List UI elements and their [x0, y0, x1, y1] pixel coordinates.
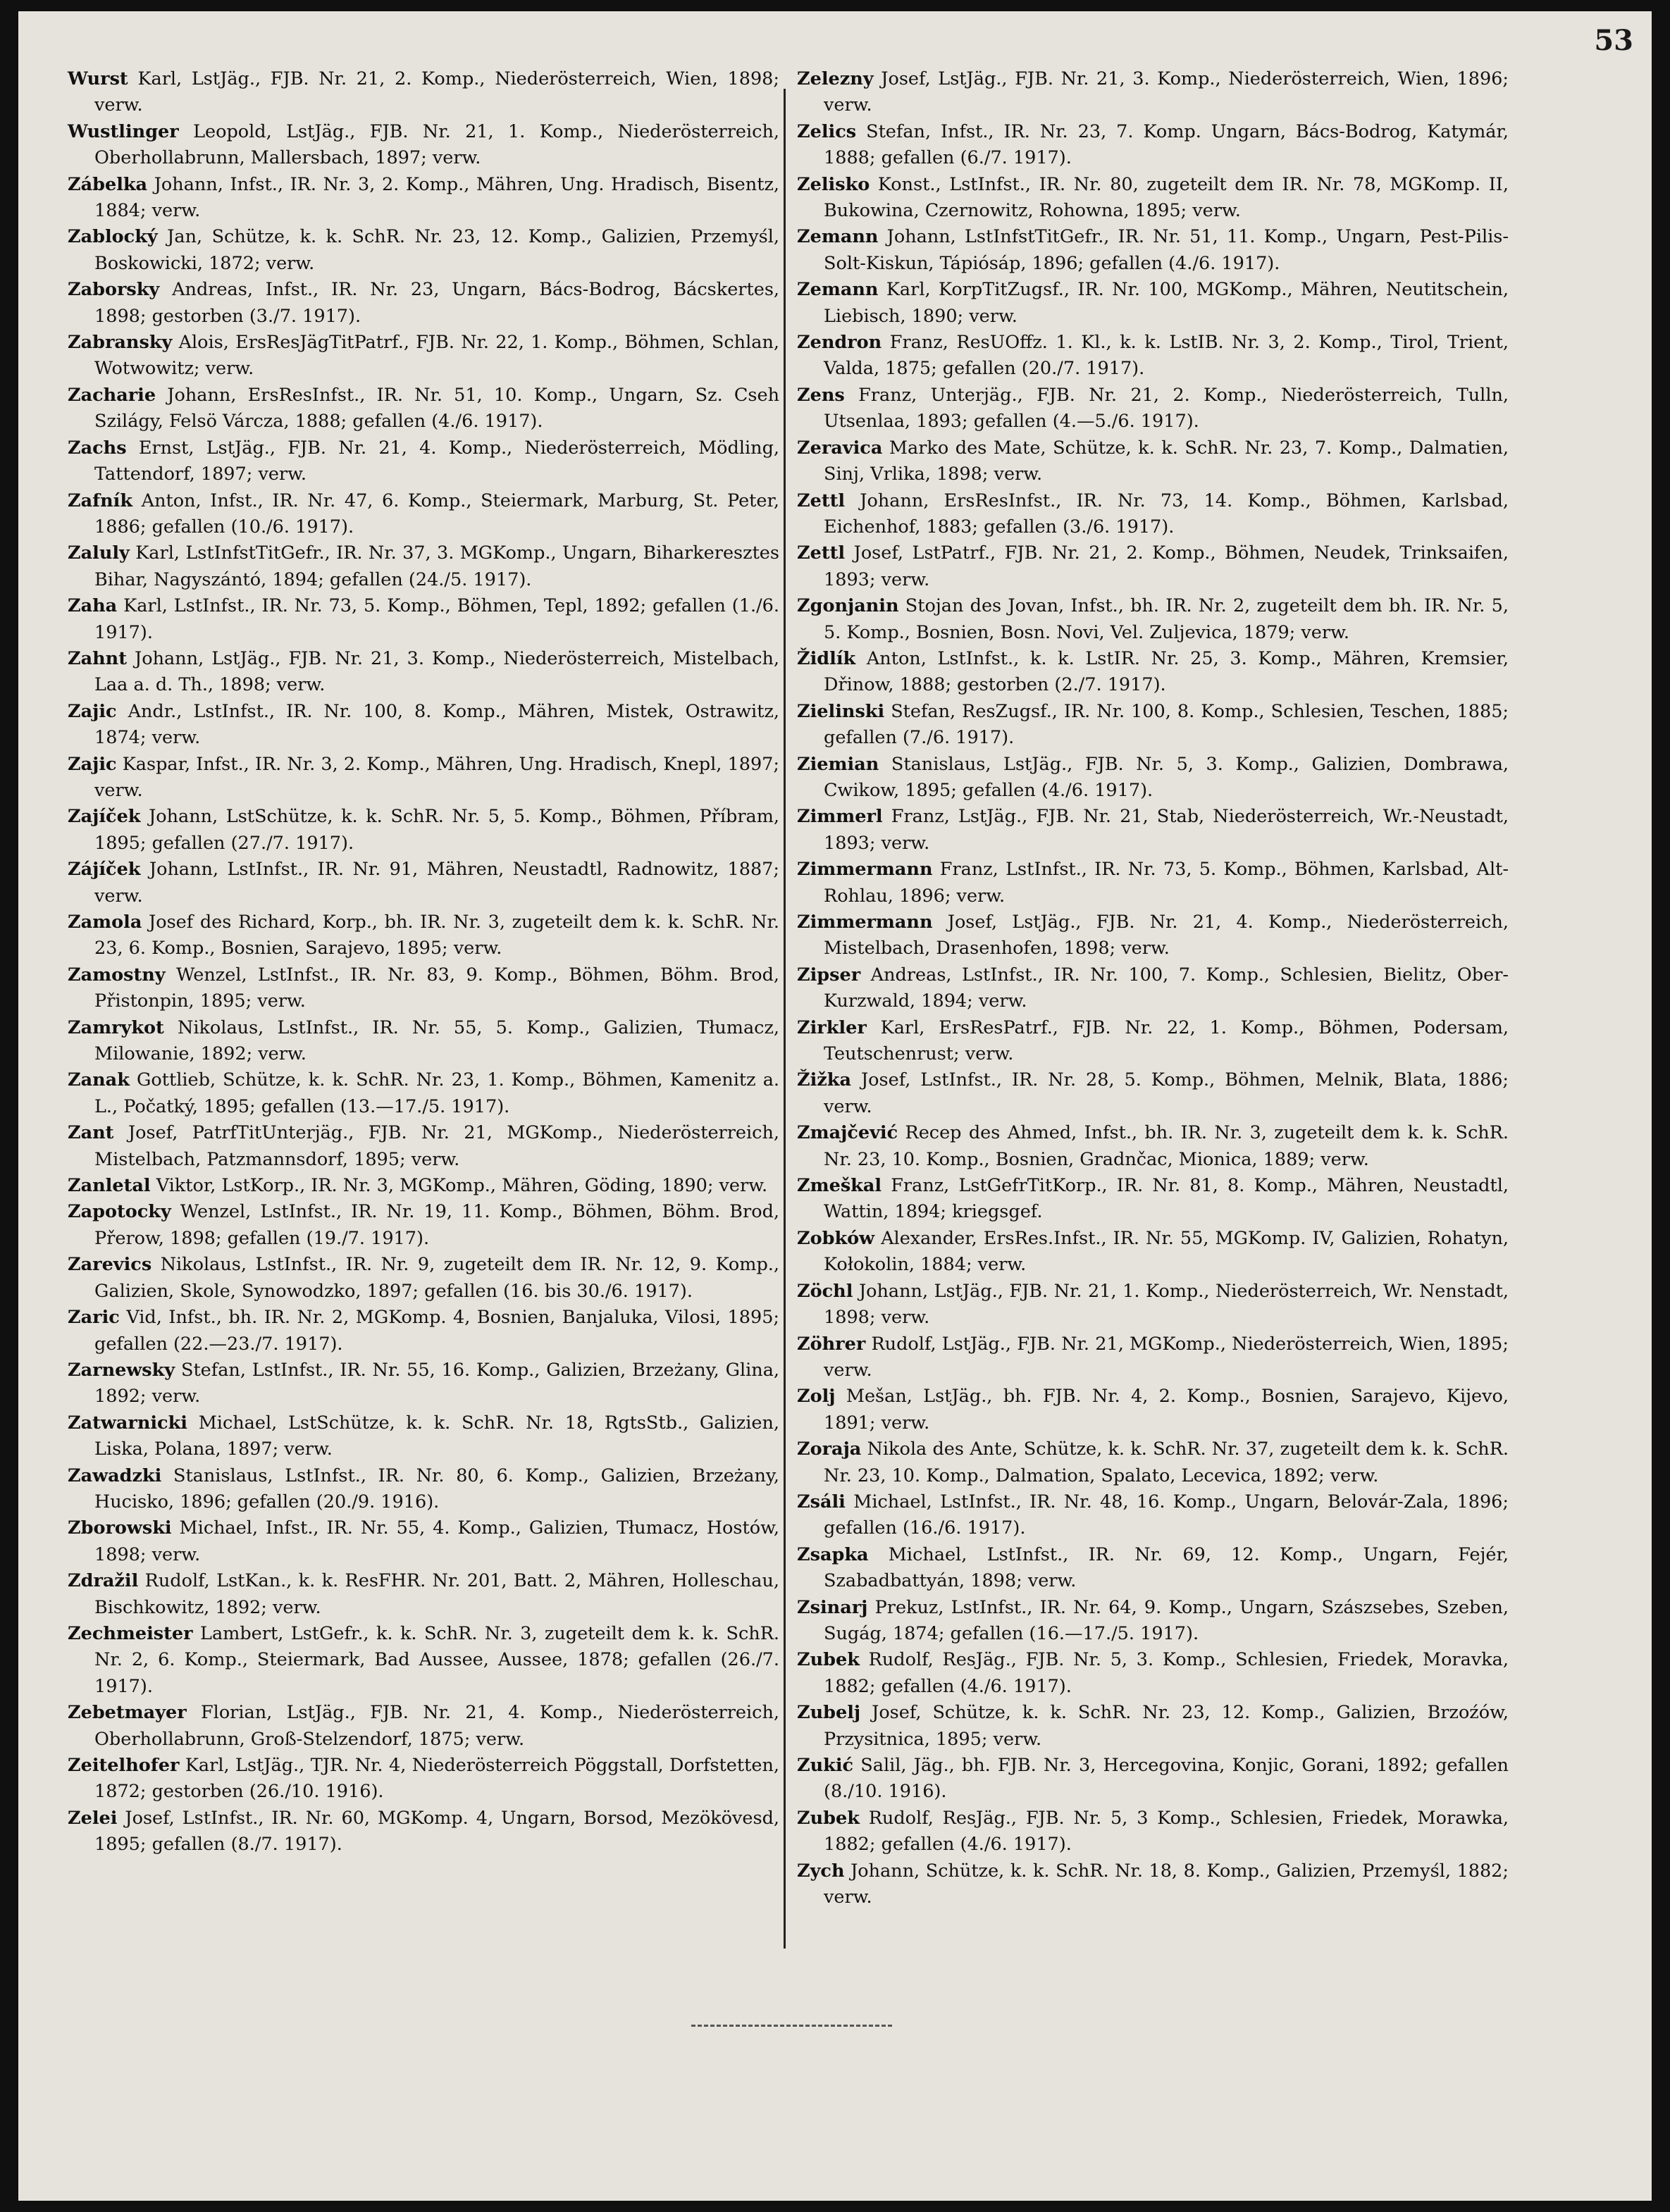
entry-details: Prekuz, LstInfst., IR. Nr. 64, 9. Komp., Ungarn, Szászsebes, Szeben, Sugág, 1874; gefallen (16.—17./5. 1917). — [824, 1596, 1509, 1644]
entry-surname: Zebetmayer — [68, 1702, 187, 1724]
entry-details: Johann, LstInfstTitGefr., IR. Nr. 51, 11. Komp., Ungarn, Pest-Pilis-Solt-Kiskun, Tápiósáp, 1896; gefallen (4./6. 1917). — [824, 226, 1509, 274]
entry-details: Josef, LstJäg., FJB. Nr. 21, 4. Komp., Niederösterreich, Mistelbach, Drasenhofen, 1898; verw. — [824, 912, 1509, 959]
list-entry — [797, 488, 1509, 541]
entry-details: Anton, LstInfst., k. k. LstIR. Nr. 25, 3. Komp., Mähren, Kremsier, Dřinow, 1888; gestorben (2./7. 1917). — [824, 647, 1509, 696]
entry-surname: Zimmerl — [797, 806, 883, 828]
entry-surname: Zábelka — [68, 173, 148, 195]
list-entry — [797, 1647, 1509, 1700]
list-entry — [797, 172, 1509, 225]
entry-surname: Zaha — [68, 595, 118, 617]
entry-details: Karl, ErsResPatrf., FJB. Nr. 22, 1. Komp., Böhmen, Podersam, Teutschenrust; verw. — [824, 1017, 1509, 1065]
list-entry — [797, 383, 1509, 435]
column-divider — [784, 89, 786, 1949]
entry-surname: Zelei — [68, 1807, 118, 1829]
list-entry — [797, 909, 1509, 962]
entry-details: Ernst, LstJäg., FJB. Nr. 21, 4. Komp., Niederösterreich, Mödling, Tattendorf, 1897; verw. — [94, 437, 779, 485]
list-entry — [68, 1463, 779, 1516]
entry-details: Rudolf, LstJäg., FJB. Nr. 21, MGKomp., Niederösterreich, Wien, 1895; verw. — [824, 1333, 1509, 1381]
entry-details: Johann, ErsResInfst., IR. Nr. 73, 14. Komp., Böhmen, Karlsbad, Eichenhof, 1883; gefallen (3./6. 1917). — [824, 490, 1509, 538]
entry-surname: Zajic — [68, 753, 117, 775]
entry-surname: Žižka — [797, 1069, 851, 1091]
entry-details: Gottlieb, Schütze, k. k. SchR. Nr. 23, 1. Komp., Böhmen, Kamenitz a. L., Počatký, 1895; gefallen (13.—17./5. 1917). — [94, 1069, 779, 1117]
entry-surname: Zanak — [68, 1069, 130, 1091]
page-number: 53 — [1594, 24, 1633, 57]
entry-surname: Zant — [68, 1122, 114, 1144]
entry-details: Johann, ErsResInfst., IR. Nr. 51, 10. Komp., Ungarn, Sz. Cseh Szilágy, Felsö Várcza, 1888; gefallen (4./6. 1917). — [94, 384, 779, 433]
list-entry — [797, 1331, 1509, 1384]
list-entry — [68, 435, 779, 488]
entry-surname: Zacharie — [68, 384, 156, 406]
list-entry — [797, 66, 1509, 119]
list-entry — [797, 646, 1509, 699]
entry-details: Stanislaus, LstInfst., IR. Nr. 80, 6. Komp., Galizien, Brzeżany, Hucisko, 1896; gefallen (20./9. 1916). — [94, 1465, 779, 1512]
entry-details: Karl, KorpTitZugsf., IR. Nr. 100, MGKomp., Mähren, Neutitschein, Liebisch, 1890; verw. — [824, 279, 1509, 327]
entry-surname: Zatwarnicki — [68, 1412, 187, 1434]
entry-details: Nikolaus, LstInfst., IR. Nr. 55, 5. Komp., Galizien, Tłumacz, Milowanie, 1892; verw. — [94, 1017, 779, 1065]
entry-details: Lambert, LstGefr., k. k. SchR. Nr. 3, zugeteilt dem k. k. SchR. Nr. 2, 6. Komp., Steiermark, Bad Aussee, Aussee, 1878; gefallen (26./7. 1917). — [94, 1622, 780, 1697]
entry-surname: Zablocký — [68, 226, 158, 248]
entry-details: Nikolaus, LstInfst., IR. Nr. 9, zugeteilt dem IR. Nr. 12, 9. Komp., Galizien, Skole, Synowodzko, 1897; gefallen (16. bis 30./6. 1917). — [94, 1254, 780, 1302]
right-column — [797, 66, 1509, 1910]
entry-surname: Zettl — [797, 490, 846, 511]
entry-details: Salil, Jäg., bh. FJB. Nr. 3, Hercegovina, Konjic, Gorani, 1892; gefallen (8./10. 1916). — [824, 1755, 1509, 1803]
entry-details: Marko des Mate, Schütze, k. k. SchR. Nr. 23, 7. Komp., Dalmatien, Sinj, Vrlika, 1898; verw. — [824, 437, 1509, 485]
list-entry — [68, 593, 779, 646]
list-entry — [68, 1700, 779, 1753]
list-entry — [68, 1015, 779, 1068]
list-entry — [68, 1173, 779, 1199]
entry-surname: Zukić — [797, 1755, 854, 1776]
list-entry — [797, 1489, 1509, 1542]
entry-details: Wenzel, LstInfst., IR. Nr. 83, 9. Komp., Böhmen, Böhm. Brod, Přistonpin, 1895; verw. — [94, 964, 779, 1012]
list-entry — [797, 699, 1509, 752]
entry-surname: Zelics — [797, 120, 857, 142]
list-entry — [797, 857, 1509, 909]
list-entry — [797, 804, 1509, 857]
entry-details: Josef, LstInfst., IR. Nr. 28, 5. Komp., Böhmen, Melnik, Blata, 1886; verw. — [824, 1069, 1509, 1117]
list-entry — [797, 1279, 1509, 1331]
entry-surname: Zubek — [797, 1807, 860, 1829]
entry-surname: Zelisko — [797, 173, 870, 195]
list-entry — [68, 1252, 779, 1305]
entry-surname: Ziemian — [797, 753, 879, 775]
entry-surname: Zaborsky — [68, 279, 160, 301]
entry-details: Vid, Infst., bh. IR. Nr. 2, MGKomp. 4, Bosnien, Banjaluka, Vilosi, 1895; gefallen (22.—23./7. 1917). — [94, 1307, 780, 1355]
list-entry — [68, 1753, 779, 1806]
entry-details: Alois, ErsResJägTitPatrf., FJB. Nr. 22, 1. Komp., Böhmen, Schlan, Wotwowitz; verw. — [94, 332, 779, 380]
list-entry — [68, 1515, 779, 1568]
entry-surname: Židlík — [797, 647, 856, 669]
entry-surname: Zafník — [68, 490, 133, 511]
entry-details: Michael, LstSchütze, k. k. SchR. Nr. 18, RgtsStb., Galizien, Liska, Polana, 1897; verw. — [94, 1412, 779, 1460]
entry-surname: Zimmermann — [797, 859, 933, 881]
entry-details: Josef des Richard, Korp., bh. IR. Nr. 3, zugeteilt dem k. k. SchR. Nr. 23, 6. Komp., Bosnien, Sarajevo, 1895; verw. — [94, 912, 779, 959]
entry-details: Josef, PatrfTitUnterjäg., FJB. Nr. 21, MGKomp., Niederösterreich, Mistelbach, Patzmannsdorf, 1895; verw. — [94, 1122, 779, 1170]
entry-details: Franz, LstGefrTitKorp., IR. Nr. 81, 8. Komp., Mähren, Neustadtl, Wattin, 1894; kriegsgef. — [824, 1175, 1509, 1223]
entry-surname: Zaric — [68, 1307, 120, 1329]
entry-surname: Zirkler — [797, 1017, 867, 1038]
entry-surname: Zsáli — [797, 1491, 846, 1512]
entry-surname: Zeitelhofer — [68, 1755, 180, 1776]
entry-surname: Zgonjanin — [797, 595, 899, 617]
entry-details: Josef, Schütze, k. k. SchR. Nr. 23, 12. Komp., Galizien, Brzoźów, Przysitnica, 1895; verw. — [824, 1702, 1509, 1750]
entry-details: Nikola des Ante, Schütze, k. k. SchR. Nr. 37, zugeteilt dem k. k. SchR. Nr. 23, 10. Komp., Dalmation, Spalato, Lecevica, 1892; verw. — [824, 1439, 1509, 1486]
entry-details: Karl, LstInfstTitGefr., IR. Nr. 37, 3. MGKomp., Ungarn, Biharkeresztes Bihar, Nagyszántó, 1894; gefallen (24./5. 1917). — [94, 542, 779, 590]
entry-details: Andr., LstInfst., IR. Nr. 100, 8. Komp., Mähren, Mistek, Ostrawitz, 1874; verw. — [94, 700, 779, 749]
entry-details: Johann, LstInfst., IR. Nr. 91, Mähren, Neustadtl, Radnowitz, 1887; verw. — [94, 859, 779, 907]
entry-surname: Zarnewsky — [68, 1359, 175, 1381]
list-entry — [68, 119, 779, 172]
list-entry — [68, 277, 779, 330]
entry-surname: Zájíček — [68, 859, 141, 881]
list-entry — [68, 646, 779, 699]
entry-surname: Zubek — [797, 1649, 860, 1671]
list-entry — [797, 1858, 1509, 1911]
list-entry — [797, 1806, 1509, 1858]
list-entry — [797, 962, 1509, 1015]
footer-rule — [691, 2025, 892, 2029]
list-entry — [68, 909, 779, 962]
entry-surname: Zanletal — [68, 1175, 151, 1197]
entry-details: Jan, Schütze, k. k. SchR. Nr. 23, 12. Komp., Galizien, Przemyśl, Boskowicki, 1872; verw. — [94, 226, 780, 274]
entry-surname: Zajic — [68, 700, 117, 722]
entry-details: Josef, LstJäg., FJB. Nr. 21, 3. Komp., Niederösterreich, Wien, 1896; verw. — [824, 68, 1509, 116]
entry-surname: Zens — [797, 384, 845, 406]
list-entry — [797, 1753, 1509, 1806]
list-entry — [797, 435, 1509, 488]
list-entry — [68, 1806, 779, 1858]
list-entry — [797, 752, 1509, 804]
list-entry — [797, 593, 1509, 646]
entry-details: Kaspar, Infst., IR. Nr. 3, 2. Komp., Mähren, Ung. Hradisch, Knepl, 1897; verw. — [94, 753, 780, 801]
entry-details: Karl, LstInfst., IR. Nr. 73, 5. Komp., Böhmen, Tepl, 1892; gefallen (1./6. 1917). — [94, 595, 780, 643]
entry-details: Rudolf, LstKan., k. k. ResFHR. Nr. 201, Batt. 2, Mähren, Holleschau, Bischkowitz, 1892; verw. — [94, 1570, 779, 1618]
entry-details: Franz, ResUOffz. 1. Kl., k. k. LstIB. Nr. 3, 2. Komp., Tirol, Trient, Valda, 1875; gefallen (20./7. 1917). — [824, 332, 1509, 380]
entry-details: Mešan, LstJäg., bh. FJB. Nr. 4, 2. Komp., Bosnien, Sarajevo, Kijevo, 1891; verw. — [824, 1386, 1509, 1434]
list-entry — [68, 540, 779, 593]
list-entry — [68, 1199, 779, 1252]
list-entry — [797, 330, 1509, 383]
entry-details: Karl, LstJäg., TJR. Nr. 4, Niederösterreich Pöggstall, Dorfstetten, 1872; gestorben (26./10. 1916). — [94, 1755, 780, 1803]
entry-surname: Zettl — [797, 542, 846, 564]
list-entry — [797, 1067, 1509, 1120]
entry-surname: Zabransky — [68, 332, 173, 354]
entry-details: Stefan, ResZugsf., IR. Nr. 100, 8. Komp., Schlesien, Teschen, 1885; gefallen (7./6. 1917). — [824, 700, 1509, 749]
entry-details: Leopold, LstJäg., FJB. Nr. 21, 1. Komp., Niederösterreich, Oberhollabrunn, Mallersbach, 1897; verw. — [94, 120, 779, 169]
entry-details: Johann, LstSchütze, k. k. SchR. Nr. 5, 5. Komp., Böhmen, Příbram, 1895; gefallen (27./7. 1917). — [94, 806, 779, 854]
list-entry — [797, 1173, 1509, 1226]
entry-details: Viktor, LstKorp., IR. Nr. 3, MGKomp., Mähren, Göding, 1890; verw. — [156, 1175, 768, 1197]
list-entry — [68, 699, 779, 752]
entry-surname: Zsinarj — [797, 1596, 868, 1618]
entry-details: Michael, LstInfst., IR. Nr. 69, 12. Komp., Ungarn, Fejér, Szabadbattyán, 1898; verw. — [824, 1543, 1509, 1592]
entry-surname: Zemann — [797, 226, 879, 248]
document-page — [18, 11, 1652, 2201]
entry-surname: Zielinski — [797, 700, 885, 722]
list-entry — [68, 1357, 779, 1410]
entry-surname: Zamrykot — [68, 1017, 164, 1038]
entry-details: Franz, Unterjäg., FJB. Nr. 21, 2. Komp., Niederösterreich, Tulln, Utsenlaa, 1893; gefallen (4.—5./6. 1917). — [824, 384, 1509, 433]
list-entry — [68, 1120, 779, 1173]
entry-surname: Zawadzki — [68, 1465, 162, 1486]
list-entry — [68, 1621, 779, 1700]
list-entry — [68, 224, 779, 277]
entry-surname: Zipser — [797, 964, 861, 986]
entry-surname: Zendron — [797, 332, 882, 354]
left-column — [68, 66, 779, 1858]
list-entry — [68, 962, 779, 1015]
entry-surname: Zoraja — [797, 1439, 862, 1460]
list-entry — [68, 1410, 779, 1463]
entry-surname: Zobków — [797, 1227, 875, 1249]
entry-surname: Zachs — [68, 437, 127, 459]
list-entry — [797, 1015, 1509, 1068]
list-entry — [68, 383, 779, 435]
entry-details: Michael, LstInfst., IR. Nr. 48, 16. Komp., Ungarn, Belovár-Zala, 1896; gefallen (16./6. 1917). — [824, 1491, 1509, 1539]
entry-surname: Zarevics — [68, 1254, 152, 1276]
entry-details: Stefan, Infst., IR. Nr. 23, 7. Komp. Ungarn, Bács-Bodrog, Katymár, 1888; gefallen (6./7. 1917). — [824, 120, 1509, 169]
entry-surname: Zelezny — [797, 68, 874, 89]
entry-details: Franz, LstJäg., FJB. Nr. 21, Stab, Niederösterreich, Wr.-Neustadt, 1893; verw. — [824, 806, 1509, 854]
entry-surname: Zimmermann — [797, 912, 933, 933]
entry-surname: Zajíček — [68, 806, 141, 828]
entry-details: Johann, Infst., IR. Nr. 3, 2. Komp., Mähren, Ung. Hradisch, Bisentz, 1884; verw. — [94, 173, 779, 222]
entry-details: Stojan des Jovan, Infst., bh. IR. Nr. 2, zugeteilt dem bh. IR. Nr. 5, 5. Komp., Bosnien, Bosn. Novi, Vel. Zuljevica, 1879; verw. — [824, 595, 1509, 643]
list-entry — [68, 66, 779, 119]
entry-details: Johann, LstJäg., FJB. Nr. 21, 3. Komp., Niederösterreich, Mistelbach, Laa a. d. Th., 1898; verw. — [94, 647, 780, 696]
entry-surname: Zmeškal — [797, 1175, 882, 1197]
entry-details: Stanislaus, LstJäg., FJB. Nr. 5, 3. Komp., Galizien, Dombrawa, Cwikow, 1895; gefallen (4./6. 1917). — [824, 753, 1509, 801]
entry-details: Andreas, Infst., IR. Nr. 23, Ungarn, Bács-Bodrog, Bácskertes, 1898; gestorben (3./7. 1917). — [94, 279, 780, 327]
entry-surname: Zapotocky — [68, 1201, 171, 1223]
entry-surname: Zöchl — [797, 1280, 853, 1302]
entry-details: Rudolf, ResJäg., FJB. Nr. 5, 3 Komp., Schlesien, Friedek, Morawka, 1882; gefallen (4./6. 1917). — [824, 1807, 1509, 1856]
entry-details: Konst., LstInfst., IR. Nr. 80, zugeteilt dem IR. Nr. 78, MGKomp. II, Bukowina, Czernowitz, Rohowna, 1895; verw. — [824, 173, 1509, 222]
entry-details: Andreas, LstInfst., IR. Nr. 100, 7. Komp., Schlesien, Bielitz, Ober-Kurzwald, 1894; verw. — [824, 964, 1509, 1012]
entry-details: Alexander, ErsRes.Infst., IR. Nr. 55, MGKomp. IV, Galizien, Rohatyn, Kołokolin, 1884; verw. — [824, 1227, 1509, 1276]
entry-surname: Zahnt — [68, 647, 127, 669]
list-entry — [797, 1542, 1509, 1595]
entry-details: Anton, Infst., IR. Nr. 47, 6. Komp., Steiermark, Marburg, St. Peter, 1886; gefallen (10./6. 1917). — [94, 490, 779, 538]
entry-surname: Zaluly — [68, 542, 130, 564]
entry-surname: Zych — [797, 1860, 845, 1882]
entry-surname: Zamostny — [68, 964, 166, 986]
entry-surname: Zemann — [797, 279, 879, 301]
list-entry — [68, 1067, 779, 1120]
list-entry — [797, 540, 1509, 593]
entry-surname: Zamola — [68, 912, 142, 933]
list-entry — [797, 1700, 1509, 1753]
entry-details: Stefan, LstInfst., IR. Nr. 55, 16. Komp., Galizien, Brzeżany, Glina, 1892; verw. — [94, 1359, 779, 1408]
entry-details: Rudolf, ResJäg., FJB. Nr. 5, 3. Komp., Schlesien, Friedek, Moravka, 1882; gefallen (4./6. 1917). — [824, 1649, 1509, 1697]
list-entry — [68, 330, 779, 383]
entry-surname: Zeravica — [797, 437, 883, 459]
entry-surname: Zolj — [797, 1386, 836, 1408]
entry-surname: Zsapka — [797, 1543, 869, 1565]
list-entry — [797, 224, 1509, 277]
entry-surname: Wustlinger — [68, 120, 179, 142]
list-entry — [68, 1568, 779, 1621]
entry-details: Josef, LstInfst., IR. Nr. 60, MGKomp. 4, Ungarn, Borsod, Mezökövesd, 1895; gefallen (8./7. 1917). — [94, 1807, 779, 1856]
entry-details: Karl, LstJäg., FJB. Nr. 21, 2. Komp., Niederösterreich, Wien, 1898; verw. — [94, 68, 780, 116]
entry-details: Josef, LstPatrf., FJB. Nr. 21, 2. Komp., Böhmen, Neudek, Trinksaifen, 1893; verw. — [824, 542, 1509, 590]
list-entry — [797, 1226, 1509, 1279]
entry-surname: Zechmeister — [68, 1622, 193, 1644]
entry-surname: Zmajčević — [797, 1122, 898, 1144]
entry-details: Johann, Schütze, k. k. SchR. Nr. 18, 8. Komp., Galizien, Przemyśl, 1882; verw. — [824, 1860, 1509, 1908]
list-entry — [797, 1595, 1509, 1648]
entry-details: Wenzel, LstInfst., IR. Nr. 19, 11. Komp., Böhmen, Böhm. Brod, Přerow, 1898; gefallen (19./7. 1917). — [94, 1201, 780, 1249]
list-entry — [68, 804, 779, 857]
list-entry — [68, 752, 779, 804]
entry-surname: Zubelj — [797, 1702, 861, 1724]
list-entry — [797, 1436, 1509, 1489]
list-entry — [797, 1120, 1509, 1173]
entry-details: Michael, Infst., IR. Nr. 55, 4. Komp., Galizien, Tłumacz, Hostów, 1898; verw. — [94, 1517, 780, 1565]
list-entry — [68, 857, 779, 909]
entry-details: Recep des Ahmed, Infst., bh. IR. Nr. 3, zugeteilt dem k. k. SchR. Nr. 23, 10. Komp., Bosnien, Gradnčac, Mionica, 1889; verw. — [824, 1122, 1509, 1170]
entry-surname: Zborowski — [68, 1517, 172, 1539]
entry-details: Franz, LstInfst., IR. Nr. 73, 5. Komp., Böhmen, Karlsbad, Alt-Rohlau, 1896; verw. — [824, 859, 1509, 907]
entry-surname: Zdražil — [68, 1570, 139, 1592]
list-entry — [797, 1384, 1509, 1436]
list-entry — [68, 488, 779, 541]
entry-surname: Zöhrer — [797, 1333, 866, 1355]
list-entry — [68, 1305, 779, 1357]
list-entry — [68, 172, 779, 225]
entry-surname: Wurst — [68, 68, 128, 89]
list-entry — [797, 277, 1509, 330]
entry-details: Florian, LstJäg., FJB. Nr. 21, 4. Komp., Niederösterreich, Oberhollabrunn, Groß-Stelzendorf, 1875; verw. — [94, 1702, 779, 1750]
entry-details: Johann, LstJäg., FJB. Nr. 21, 1. Komp., Niederösterreich, Wr. Nenstadt, 1898; verw. — [824, 1280, 1509, 1329]
list-entry — [797, 119, 1509, 172]
